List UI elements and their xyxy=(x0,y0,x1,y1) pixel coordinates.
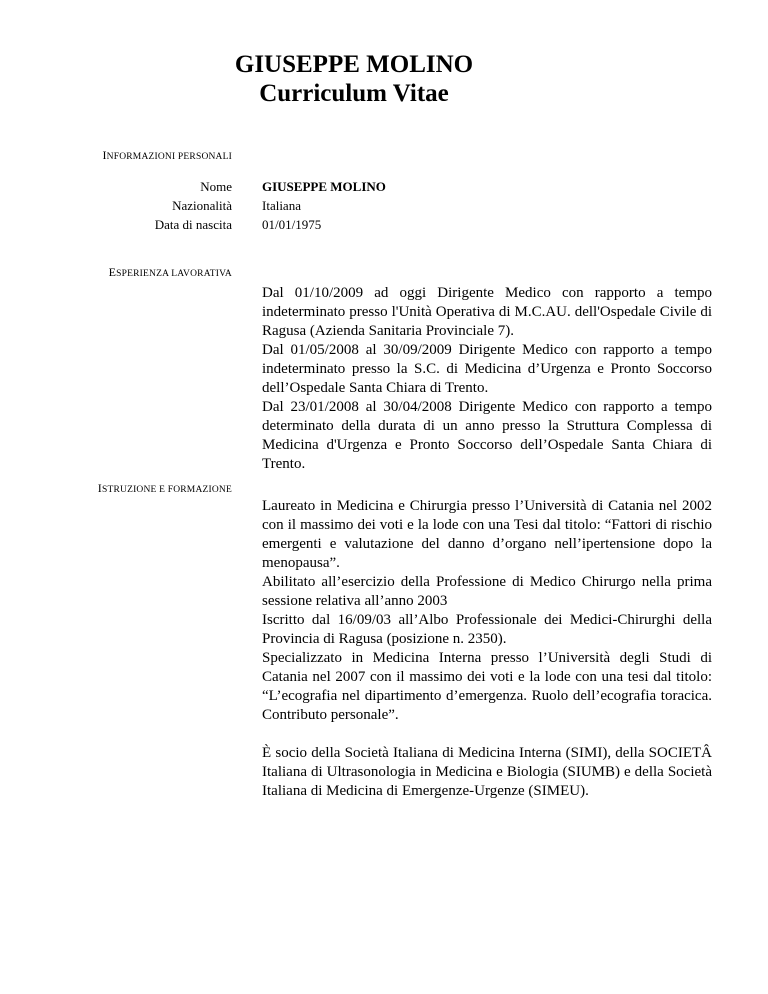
value-nazionalita: Italiana xyxy=(262,198,301,213)
experience-item: Dal 01/05/2008 al 30/09/2009 Dirigente Medico con rapporto a tempo indeterminato presso la S.C. di Medicina d’Urgenza e Pronto Soccorso dell’Ospedale Santa Chiara di Trento. xyxy=(262,342,712,396)
document-header xyxy=(0,50,708,108)
education-item: Abilitato all’esercizio della Professione di Medico Chirurgo nella prima sessione relativa all’anno 2003 xyxy=(262,574,712,609)
label-data-nascita: Data di nascita xyxy=(154,217,232,232)
personal-values xyxy=(262,177,386,234)
experience-list xyxy=(262,284,712,474)
label-nazionalita: Nazionalità xyxy=(172,198,232,213)
label-nome: Nome xyxy=(200,179,232,194)
document-subtitle: Curriculum Vitae xyxy=(259,80,449,107)
education-list xyxy=(262,497,712,725)
document-title-name: GIUSEPPE MOLINO xyxy=(234,51,474,78)
section-title-education: ISTRUZIONE E FORMAZIONE xyxy=(97,481,232,495)
section-title-experience: ESPERIENZA LAVORATIVA xyxy=(108,265,232,279)
education-item: Specializzato in Medicina Interna presso l’Università degli Studi di Catania nel 2007 con il massimo dei voti e la lode con una tesi dal titolo: “L’ecografia nel dipartimento d’emergenza. Ruolo dell’ecografia toracica. Contributo personale”. xyxy=(262,650,712,723)
experience-item: Dal 01/10/2009 ad oggi Dirigente Medico con rapporto a tempo indeterminato presso l'Unità Operativa di M.C.AU. dell'Ospedale Civile di Ragusa (Azienda Sanitaria Provinciale 7). xyxy=(262,285,712,339)
value-nome: GIUSEPPE MOLINO xyxy=(262,179,386,194)
section-title-personal: INFORMAZIONI PERSONALI xyxy=(102,148,232,162)
value-data-nascita: 01/01/1975 xyxy=(262,217,322,232)
memberships-paragraph xyxy=(262,744,712,801)
personal-labels xyxy=(155,177,232,234)
education-item: Laureato in Medicina e Chirurgia presso l’Università di Catania nel 2002 con il massimo dei voti e la lode con una Tesi dal titolo: “Fattori di rischio emergenti e valutazione del danno d’organo nell’ipertensione dopo la menopausa”. xyxy=(262,498,712,571)
memberships-text: È socio della Società Italiana di Medicina Interna (SIMI), della SOCIETÂ Italiana di Ultrasonologia in Medicina e Biologia (SIUMB) e della Società Italiana di Medicina di Emergenze-Urgenze (SIMEU). xyxy=(262,745,712,799)
education-item: Iscritto dal 16/09/03 all’Albo Professionale dei Medici-Chirurghi della Provincia di Ragusa (posizione n. 2350). xyxy=(262,612,712,647)
experience-item: Dal 23/01/2008 al 30/04/2008 Dirigente Medico con rapporto a tempo determinato della durata di un anno presso la Struttura Complessa di Medicina d'Urgenza e Pronto Soccorso dell’Ospedale Santa Chiara di Trento. xyxy=(262,399,712,472)
